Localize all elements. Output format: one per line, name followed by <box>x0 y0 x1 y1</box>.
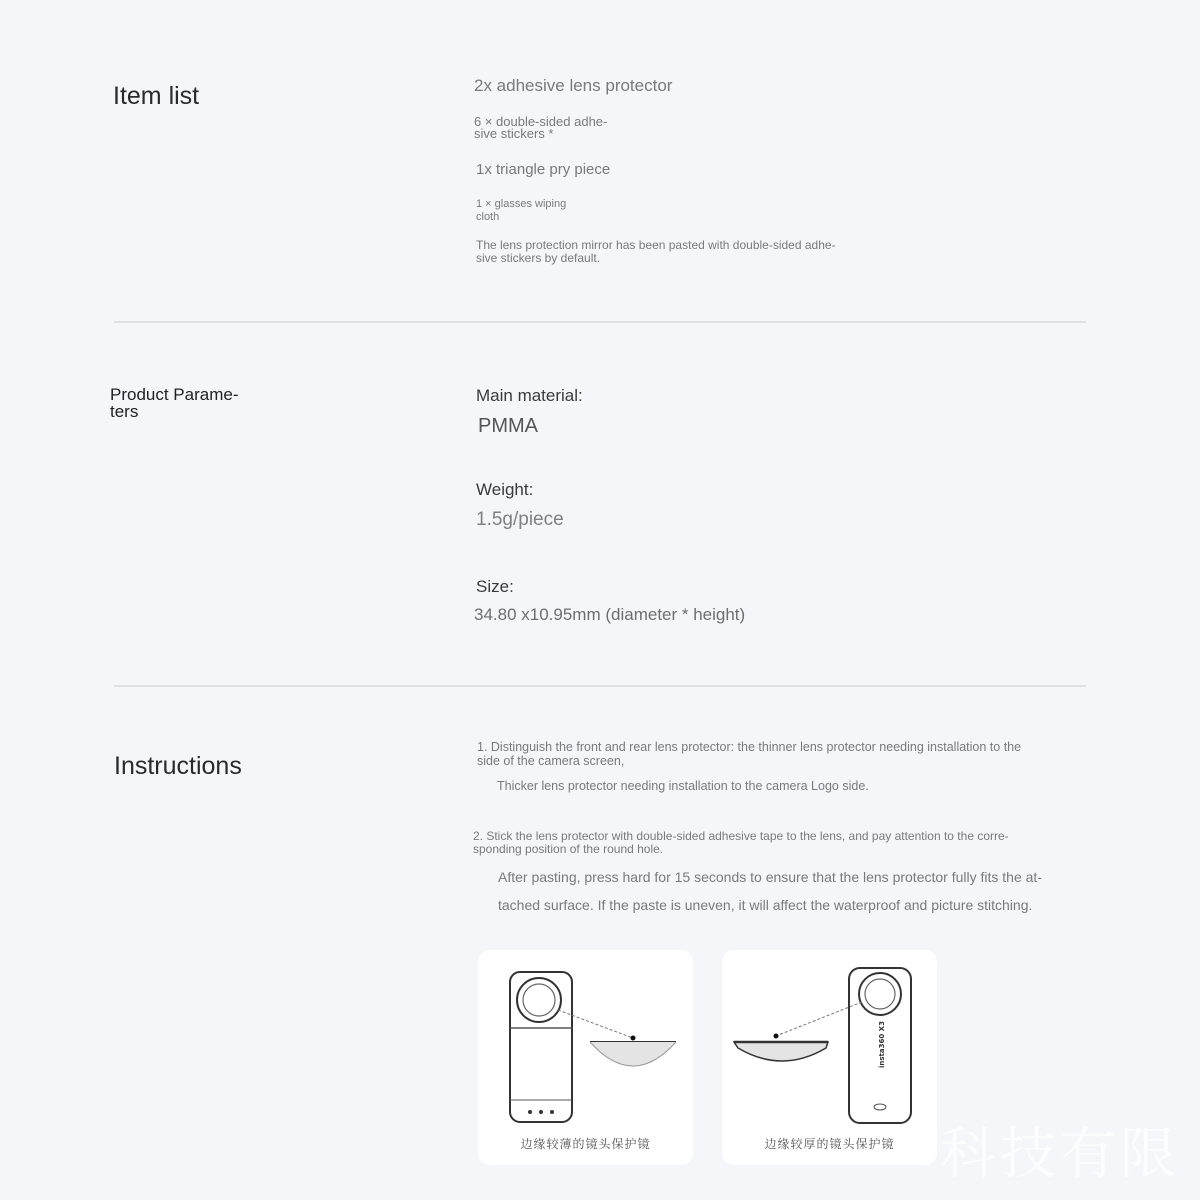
instruction-step-1: 1. Distinguish the front and rear lens protector: the thinner lens protector needing installation to the side of the camera screen, <box>477 740 1022 768</box>
camera-logo-text: insta360 X3 <box>878 1021 886 1068</box>
right-illustration-caption: 边缘较厚的镜头保护镜 <box>764 1137 895 1151</box>
instruction-step-1-note: Thicker lens protector needing installation to the camera Logo side. <box>497 779 869 793</box>
item-list-title: Item list <box>113 82 200 110</box>
instructions-title: Instructions <box>114 752 242 780</box>
divider-2 <box>114 685 1086 687</box>
item-double-sided-stickers: 6 × double-sided adhe- sive stickers * <box>474 114 608 141</box>
weight-value: 1.5g/piece <box>476 509 564 530</box>
illustration-logo-side <box>722 950 937 1165</box>
instruction-step-2-note-line-2: tached surface. If the paste is uneven, it will affect the waterproof and picture stitching. <box>498 897 1033 913</box>
item-adhesive-lens-protector: 2x adhesive lens protector <box>474 76 673 95</box>
size-value: 34.80 x10.95mm (diameter * height) <box>474 605 746 624</box>
weight-label: Weight: <box>476 480 534 499</box>
watermark: 科技有限 <box>940 1122 1180 1185</box>
item-list-note: The lens protection mirror has been pasted with double-sided adhe- sive stickers by default. <box>476 238 836 265</box>
camera-screen-side-drawing <box>478 950 693 1165</box>
instruction-step-2: 2. Stick the lens protector with double-sided adhesive tape to the lens, and pay attention to the corre- sponding position of the round hole. <box>473 829 1009 856</box>
left-illustration-caption: 边缘较薄的镜头保护镜 <box>520 1137 651 1151</box>
item-wiping-cloth: 1 × glasses wiping cloth <box>476 198 567 223</box>
item-triangle-pry-piece: 1x triangle pry piece <box>476 161 611 178</box>
material-value: PMMA <box>478 415 538 437</box>
divider-1 <box>114 321 1086 323</box>
material-label: Main material: <box>476 386 583 405</box>
size-label: Size: <box>476 577 514 596</box>
product-parameters-title: Product Parame- ters <box>110 385 239 421</box>
camera-logo-side-drawing <box>722 950 937 1165</box>
instruction-step-2-note-line-1: After pasting, press hard for 15 seconds to ensure that the lens protector fully fits the at- <box>498 869 1042 885</box>
illustration-screen-side <box>478 950 693 1165</box>
